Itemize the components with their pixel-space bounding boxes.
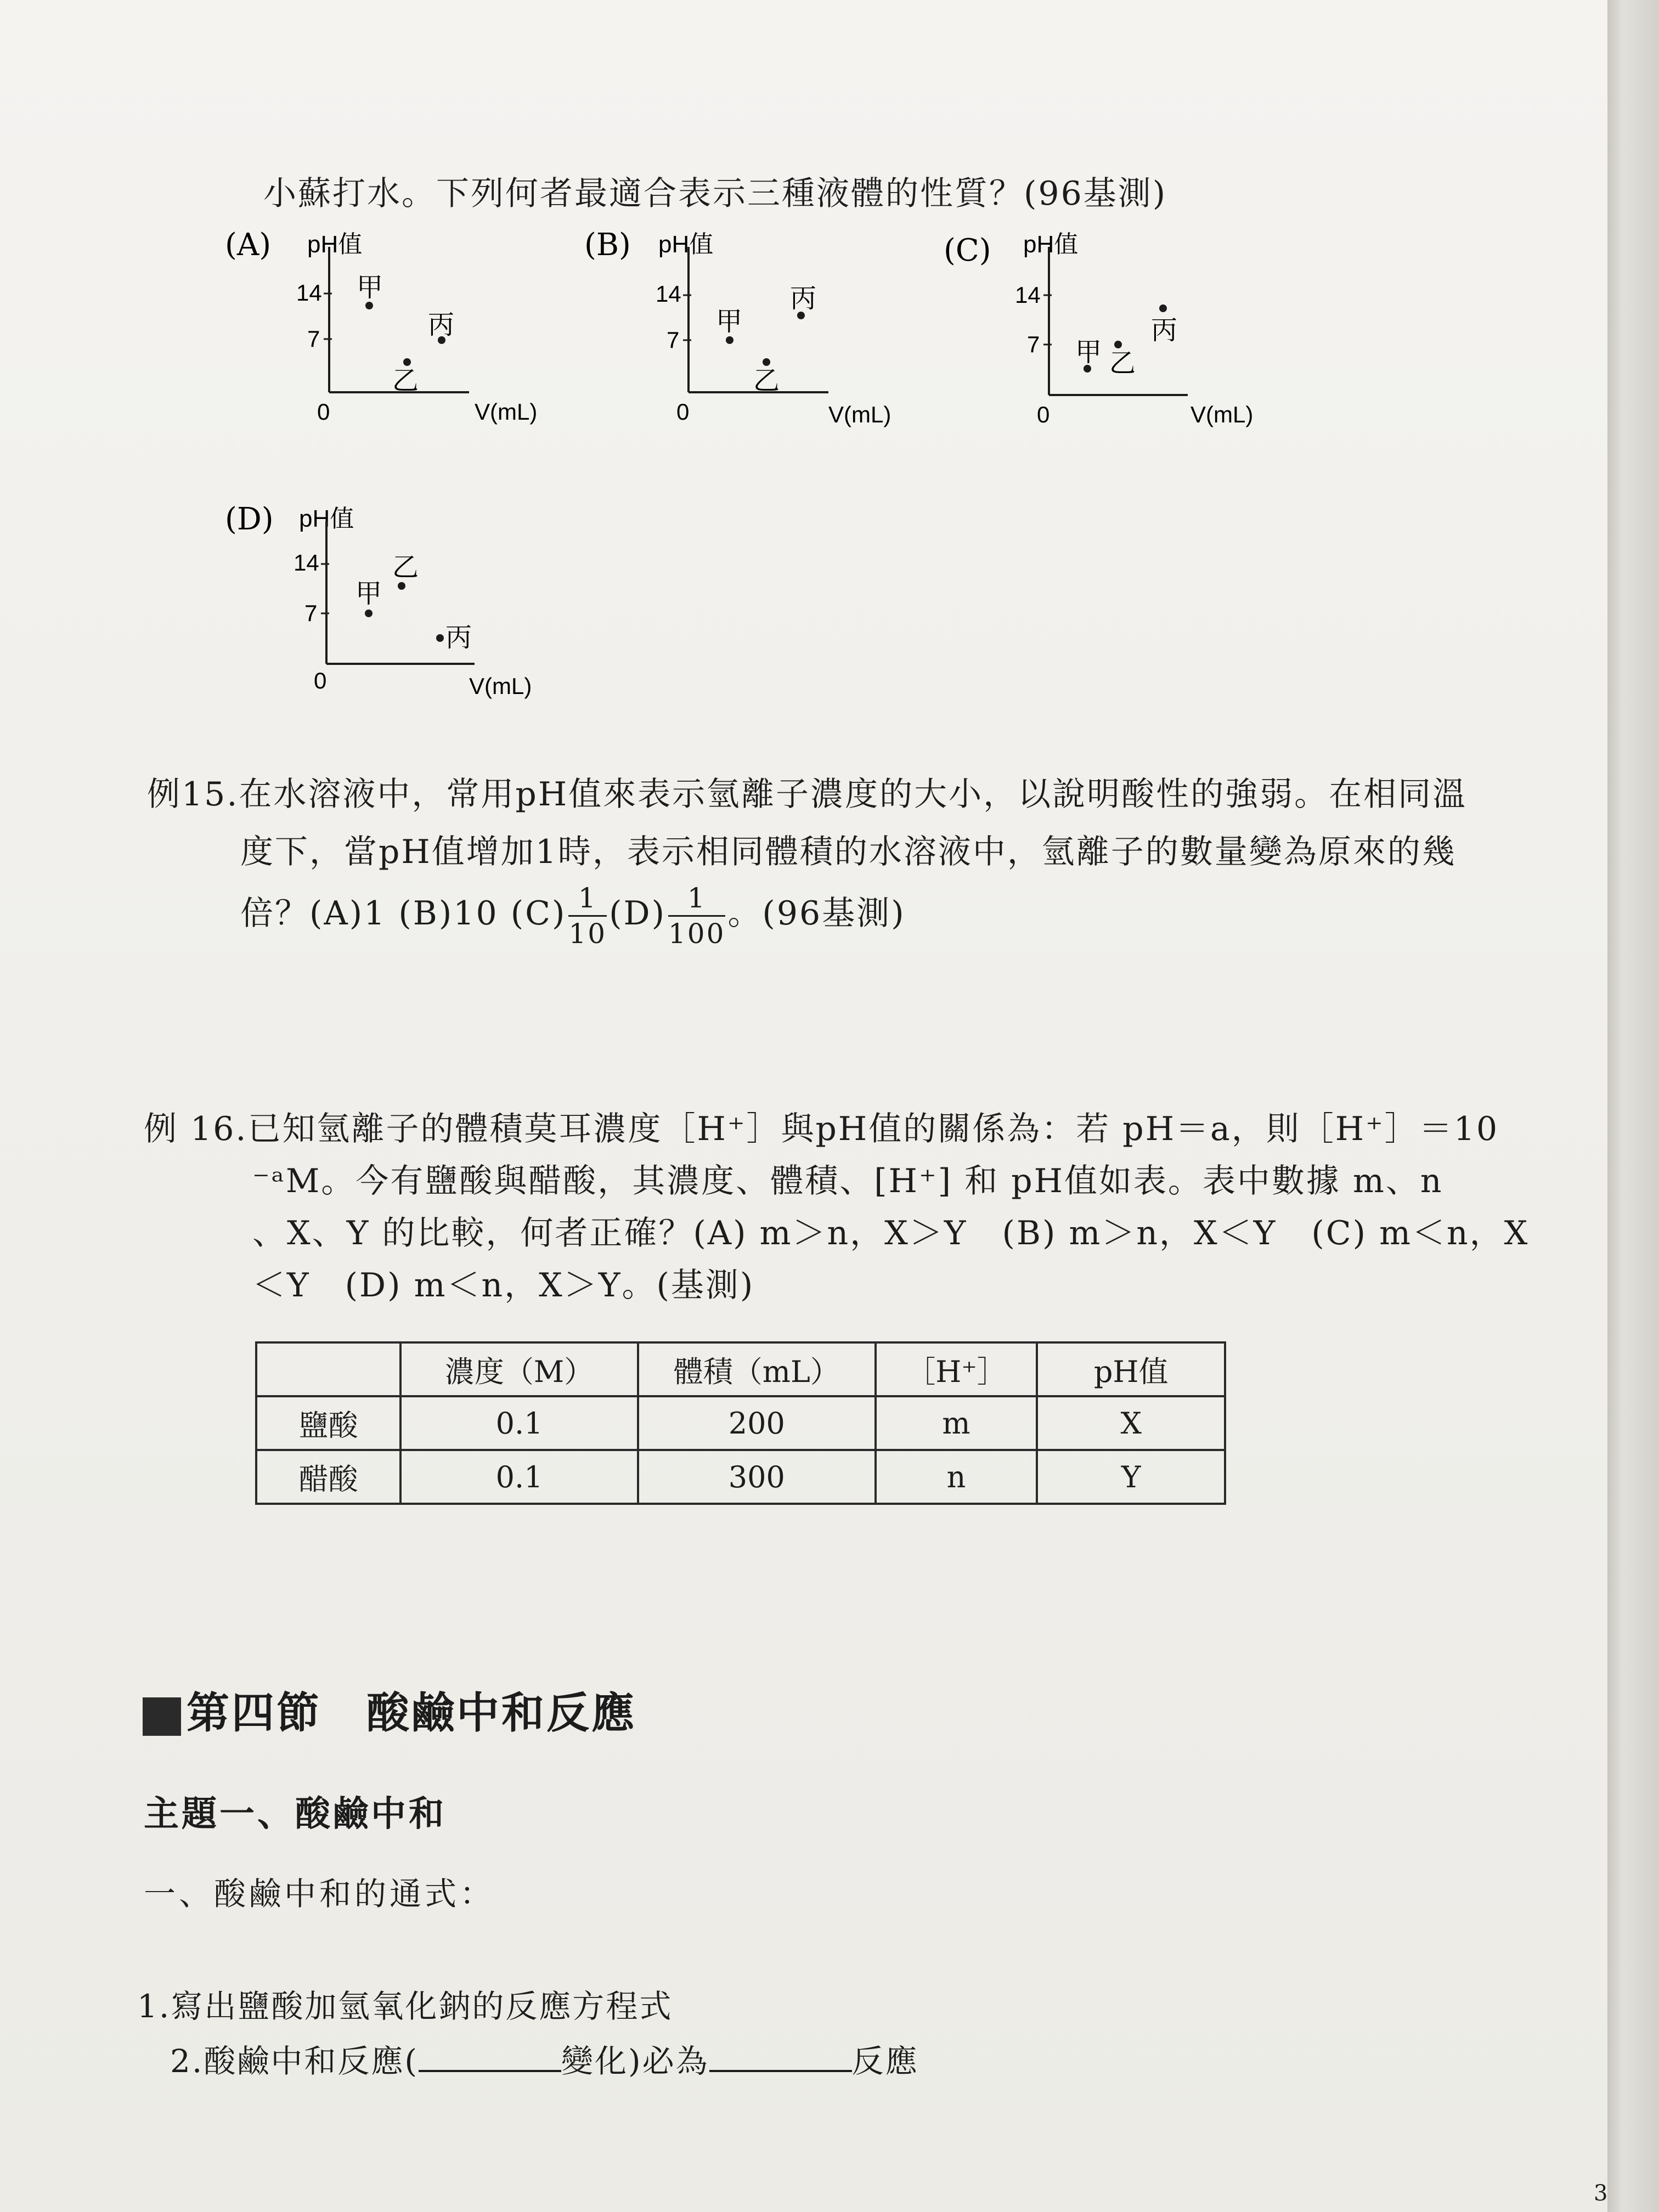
table-row [256,1396,1225,1450]
question-2 [170,2035,919,2081]
graph-c-svg [944,225,1295,433]
ex15-line1: 例15.在水溶液中，常用pH值來表示氫離子濃度的大小，以說明酸性的強弱。在相同溫 [147,775,1468,814]
graph-b [584,225,935,433]
graph-c-label-bing: 丙 [1151,315,1178,346]
section-marker-icon [143,1697,181,1736]
ex16-line4: ＜Y (D) m＜n，X＞Y。(基測) [252,1266,755,1305]
graph-b-label-yi: 乙 [753,365,780,396]
graph-a-x-label: V(mL) [475,399,538,425]
graph-a-point-yi [403,358,411,366]
graph-c-label-yi: 乙 [1109,348,1136,379]
ex15-fraction-d [668,882,726,950]
question-2-part-c: 反應 [851,2042,919,2080]
page-number: 3 [1594,2181,1608,2206]
table-header-row [256,1342,1225,1396]
ex16-line1: 例 16.已知氫離子的體積莫耳濃度［H⁺］與pH值的關係為：若 pH＝a，則［H⁺］＝10 [144,1110,1499,1148]
section-title-text: 第四節 酸鹼中和反應 [187,1688,637,1738]
table-header-cell: 濃度（M） [400,1342,638,1396]
graph-d-y-label: pH值 [299,505,354,532]
ex16-line3: 、X、Y 的比較，何者正確？(A) m＞n，X＞Y (B) m＞n，X＜Y (C) m＜n，X [252,1214,1530,1252]
graph-b-point-yi [763,358,770,366]
ex15-opt-d: (D) [609,894,666,933]
graph-d-label-jia: 甲 [356,578,382,609]
table-cell: 0.1 [400,1450,638,1504]
frac-d-den: 100 [668,917,726,950]
table-header-cell [256,1342,400,1396]
graph-b-tick-7: 7 [667,327,680,353]
table-header-cell: ［H⁺］ [876,1342,1037,1396]
intro-question: 小蘇打水。下列何者最適合表示三種液體的性質？(96基測) [263,174,1167,213]
graph-a-svg [225,225,576,433]
graph-a-label-yi: 乙 [392,365,419,396]
graph-c-origin: 0 [1037,402,1050,427]
table-cell: 0.1 [400,1396,638,1450]
ex15-line3 [240,878,906,949]
ex16-line2: ⁻ᵃM。今有鹽酸與醋酸，其濃度、體積、[H⁺] 和 pH值如表。表中數據 m、n [252,1162,1443,1200]
graph-a-tick-14: 14 [296,280,322,306]
graph-d-svg [225,499,576,708]
graph-d-point-bing [436,634,444,642]
table-header-cell: 體積（mL） [638,1342,876,1396]
graph-c-point-bing [1159,304,1167,312]
graph-d-x-label: V(mL) [469,673,532,699]
graph-a-tick-7: 7 [307,326,320,352]
ex15-fraction-c [568,882,607,950]
frac-c-num: 1 [568,884,607,917]
table-cell: Y [1037,1450,1225,1504]
graph-b-svg [584,225,935,433]
graph-b-option: (B) [584,227,631,263]
acid-data-table [255,1341,1226,1505]
graph-b-label-bing: 丙 [790,283,817,314]
graph-b-tick-14: 14 [656,281,681,307]
graph-d-tick-7: 7 [304,600,318,626]
graph-d-label-yi: 乙 [392,552,419,583]
topic-heading: 主題一、酸鹼中和 [144,1793,447,1835]
graph-a [225,225,576,433]
ex15-line2: 度下，當pH值增加1時，表示相同體積的水溶液中，氫離子的數量變為原來的幾 [240,833,1457,871]
graph-b-point-jia [726,336,733,344]
graph-a-origin: 0 [317,399,330,425]
graph-d-point-yi [398,582,405,590]
table-cell: X [1037,1396,1225,1450]
question-1: 1.寫出鹽酸加氫氧化鈉的反應方程式 [137,1988,673,2025]
graph-d [225,499,576,708]
graph-d-origin: 0 [314,668,327,693]
graph-d-label-bing: 丙 [445,622,472,653]
table-header-cell: pH值 [1037,1342,1225,1396]
graph-c-option: (C) [944,233,991,268]
graph-a-point-jia [365,302,373,309]
frac-d-num: 1 [668,884,725,917]
answer-blank-2[interactable] [709,2042,852,2072]
general-formula-heading: 一、酸鹼中和的通式： [144,1875,495,1912]
graph-a-label-jia: 甲 [357,272,383,303]
question-2-part-a: 2.酸鹼中和反應( [170,2042,419,2080]
answer-blank-1[interactable] [419,2042,561,2072]
table-cell: 200 [638,1396,876,1450]
section-title [143,1679,636,1740]
graph-a-y-label: pH值 [307,231,363,258]
question-2-part-b: 變化)必為 [561,2042,709,2080]
graph-b-label-jia: 甲 [716,306,743,337]
graph-a-option: (A) [225,227,272,263]
graph-b-origin: 0 [676,399,690,425]
graph-d-option: (D) [225,501,274,537]
frac-c-den: 10 [568,917,607,950]
graph-d-tick-14: 14 [294,550,319,575]
table-cell: 300 [638,1450,876,1504]
graph-b-y-label: pH值 [658,231,714,258]
graph-c-y-label: pH值 [1023,231,1079,258]
ex15-line3-prefix: 倍？(A)1 (B)10 (C) [240,894,567,933]
graph-c [944,225,1295,433]
graph-c-label-jia: 甲 [1075,337,1102,368]
graph-c-tick-14: 14 [1015,282,1041,308]
graph-c-tick-7: 7 [1027,331,1040,357]
page-edge [1607,0,1659,2212]
table-cell: n [876,1450,1037,1504]
table-cell: m [876,1396,1037,1450]
ex15-line3-suffix: 。(96基測) [727,894,906,933]
table-cell: 鹽酸 [256,1396,400,1450]
table-row [256,1450,1225,1504]
graph-d-point-jia [365,610,373,617]
table-cell: 醋酸 [256,1450,400,1504]
graph-b-x-label: V(mL) [828,402,891,427]
graph-a-label-bing: 丙 [428,309,455,340]
graph-c-point-yi [1114,341,1122,348]
graph-c-x-label: V(mL) [1190,402,1254,427]
